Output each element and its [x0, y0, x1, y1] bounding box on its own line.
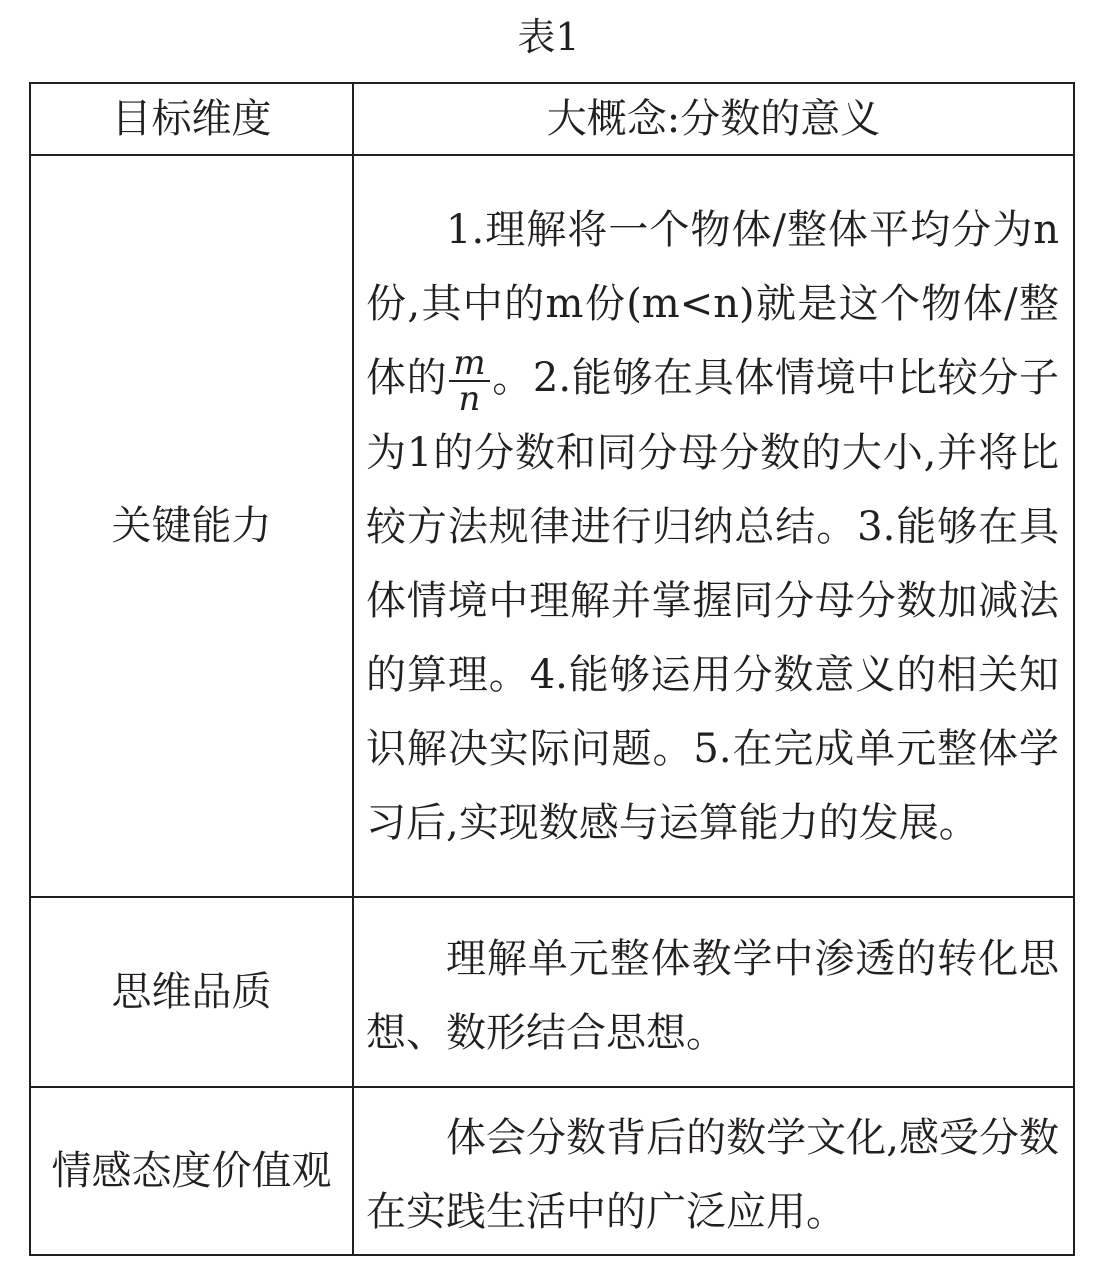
- table-row-key-abilities: [30, 155, 1074, 897]
- fraction-numerator: m: [449, 346, 489, 382]
- content-cell: [353, 1087, 1074, 1255]
- content-text: 体会分数背后的数学文化,感受分数在实践生活中的广泛应用。: [366, 1115, 1059, 1235]
- text-after-fraction: 。2.能够在具体情境中比较分子为1的分数和同分母分数的大小,并将比较方法规律进行归纳总结。3.能够在具体情境中理解并掌握同分母分数加减法的算理。4.能够运用分数意义的相关知识解决实际问题。5.在完成单元整体学习后,实现数感与运算能力的发展。: [366, 354, 1059, 846]
- header-big-concept: 大概念:分数的意义: [353, 83, 1074, 155]
- table-header-row: [30, 83, 1074, 155]
- text-before-fraction: 1.理解将一个物体/整体平均分为n份,其中的m份(m<n)就是这个物体/整体的: [366, 206, 1059, 401]
- dimension-cell: 思维品质: [30, 897, 353, 1087]
- fraction-denominator: n: [458, 378, 481, 419]
- content-cell: [353, 897, 1074, 1087]
- content-text: 理解单元整体教学中渗透的转化思想、数形结合思想。: [366, 936, 1059, 1056]
- content-cell: [353, 155, 1074, 897]
- dimension-cell: 情感态度价值观: [30, 1087, 353, 1255]
- header-goal-dimension: 目标维度: [30, 83, 353, 155]
- table-row-emotional-values: [30, 1087, 1074, 1255]
- teaching-goals-table: [29, 82, 1075, 1256]
- fraction-m-over-n: [449, 342, 489, 419]
- table-row-thinking-quality: [30, 897, 1074, 1087]
- dimension-cell: 关键能力: [30, 155, 353, 897]
- content-text: [354, 193, 1073, 860]
- table-caption: 表1: [517, 15, 580, 59]
